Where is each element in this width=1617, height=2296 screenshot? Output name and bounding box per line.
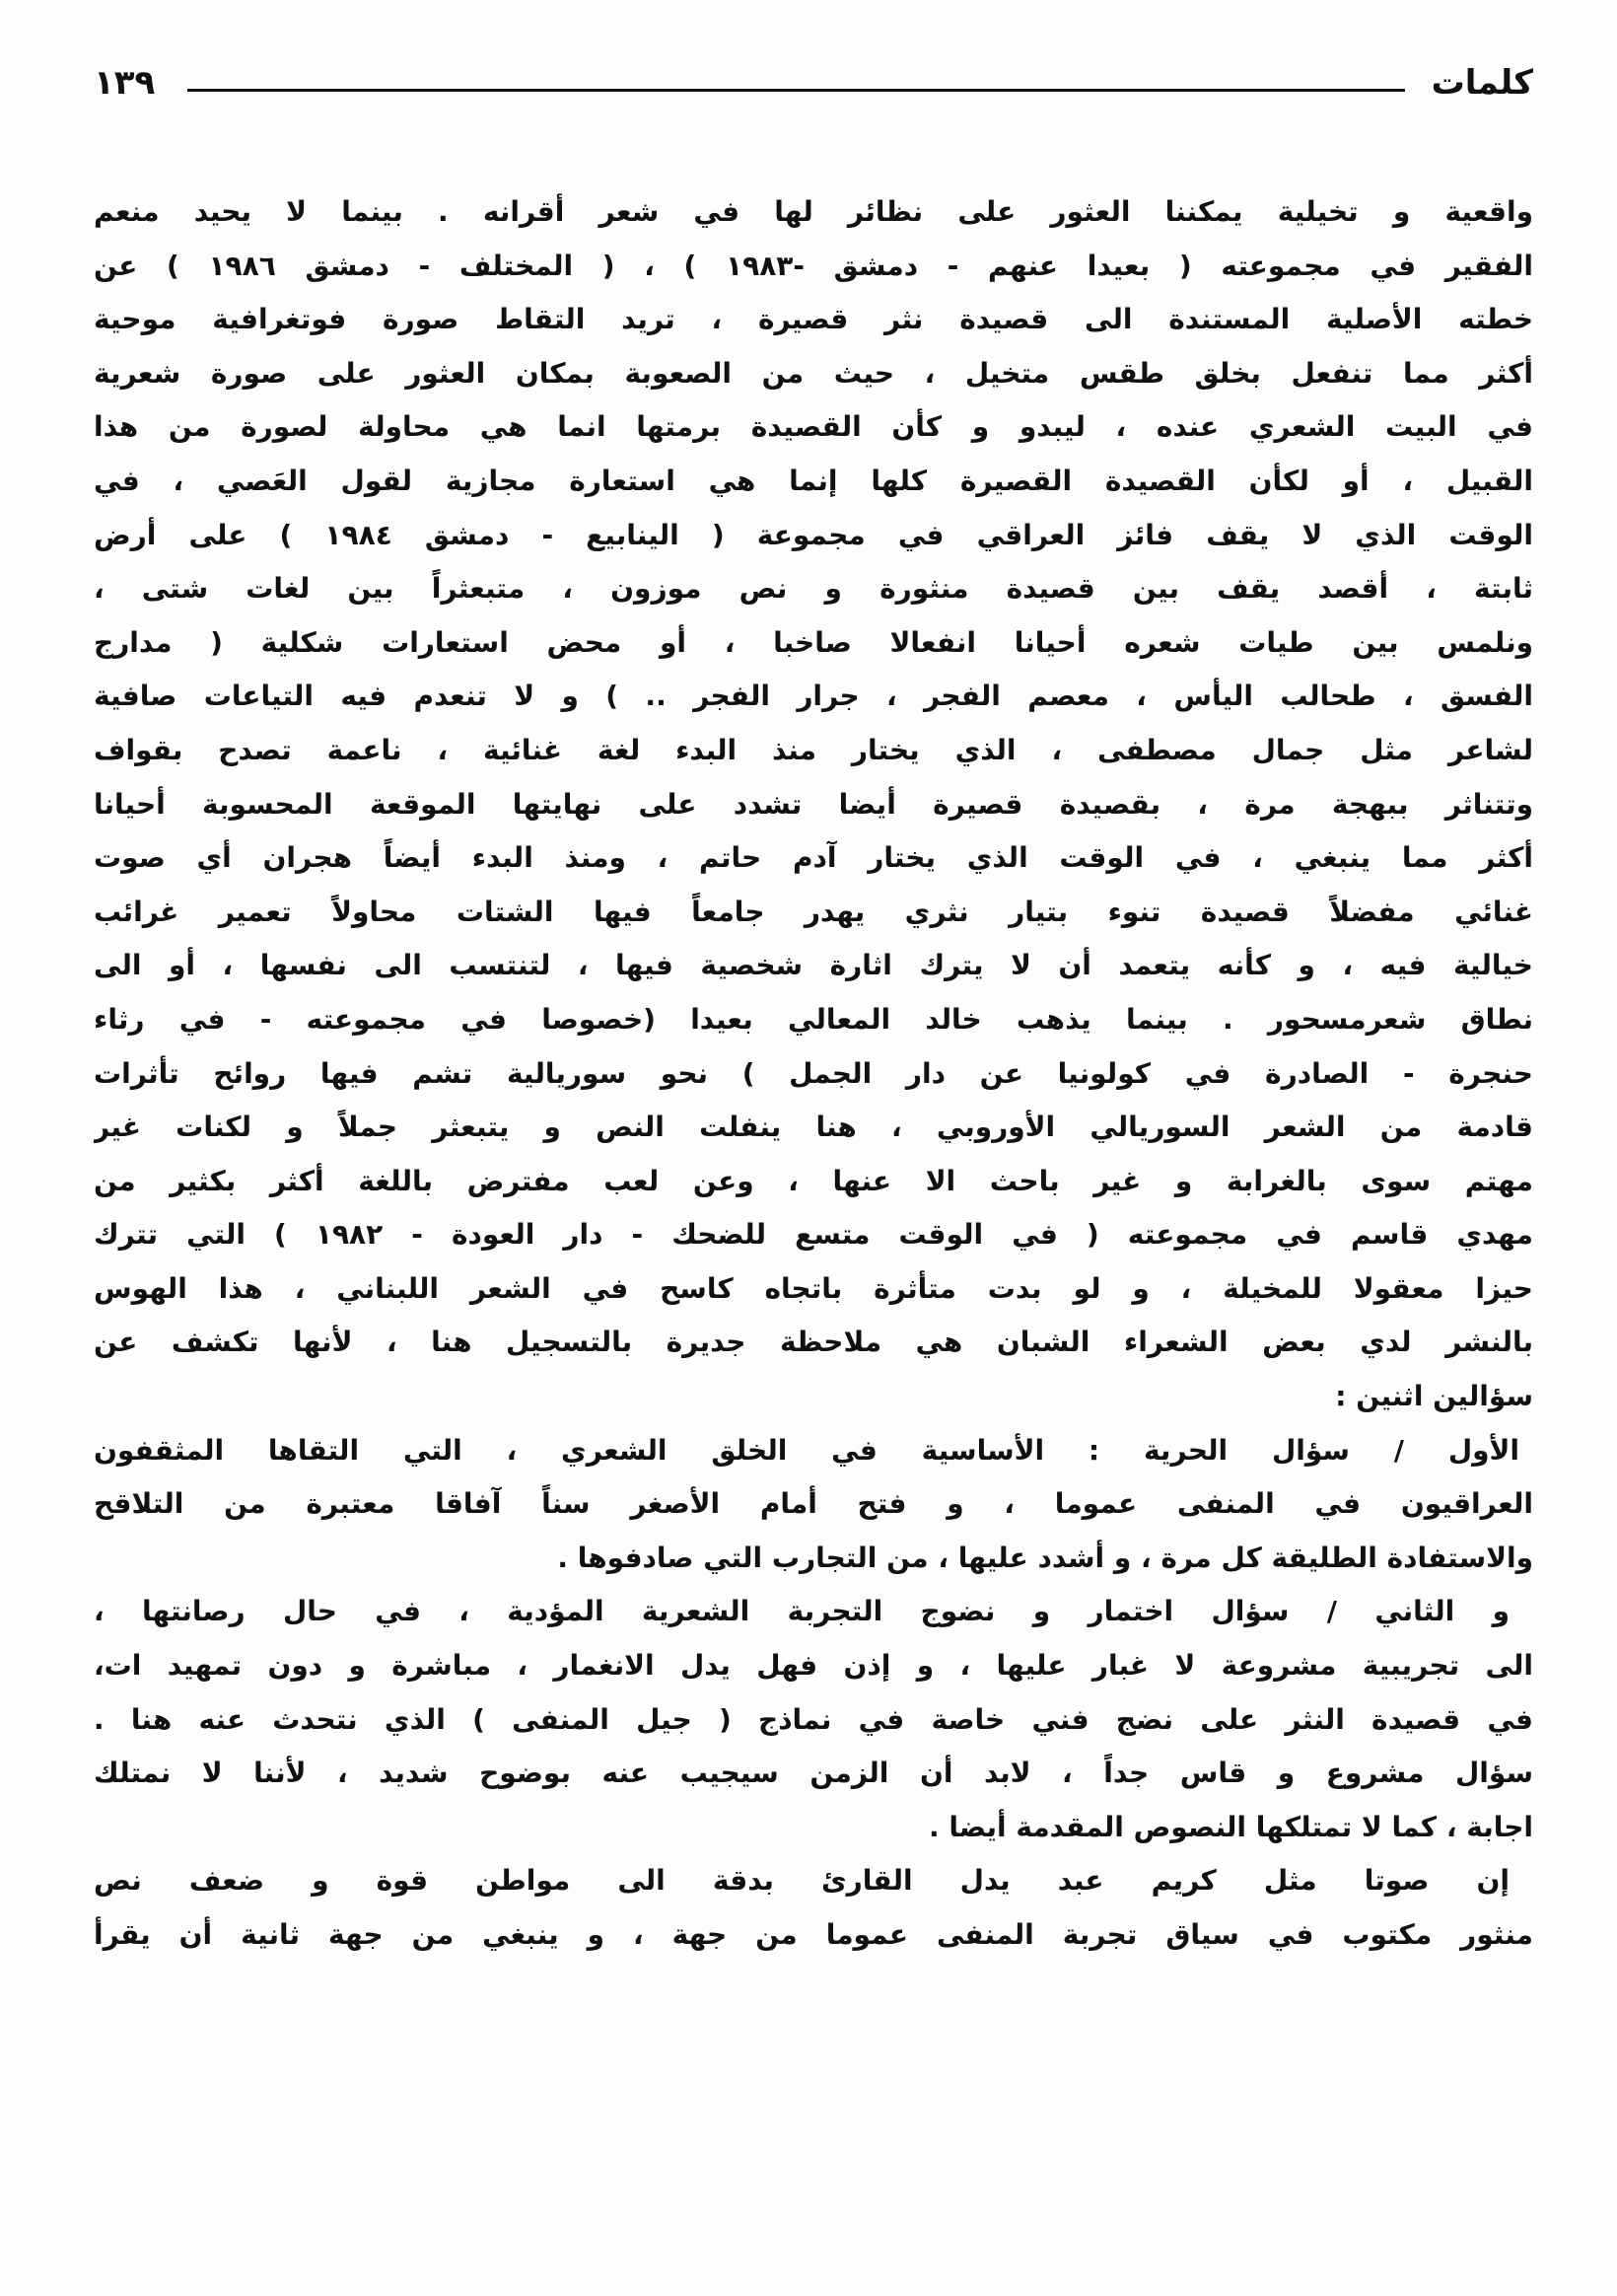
page-number: ١٣٩ bbox=[94, 63, 156, 103]
text-line: مهدي قاسم في مجموعته ( في الوقت متسع للضحك - دار العودة - ١٩٨٢ ) التي تترك bbox=[94, 1218, 1533, 1252]
text-line: حنجرة - الصادرة في كولونيا عن دار الجمل ) نحو سوريالية تشم فيها روائح تأثرات bbox=[94, 1056, 1533, 1090]
text-line: نطاق شعرمسحور . بينما يذهب خالد المعالي بعيدا (خصوصا في مجموعته - في رثاء bbox=[94, 1002, 1533, 1036]
text-line: خطته الأصلية المستندة الى قصيدة نثر قصيرة ، تريد التقاط صورة فوتغرافية موحية bbox=[94, 303, 1533, 336]
text-line: في البيت الشعري عنده ، ليبدو و كأن القصيدة برمتها انما هي محاولة لصورة من هذا bbox=[94, 410, 1533, 444]
text-line: في قصيدة النثر على نضج فني خاصة في نماذج ( جيل المنفى ) الذي نتحدث عنه هنا . bbox=[94, 1702, 1533, 1736]
text-line: القبيل ، أو لكأن القصيدة القصيرة كلها إنما هي استعارة مجازية لقول العَصي ، في bbox=[94, 464, 1533, 497]
text-line: الى تجريبية مشروعة لا غبار عليها ، و إذن فهل يدل الانغمار ، مباشرة و دون تمهيد ات، bbox=[94, 1649, 1533, 1683]
text-line: ثابتة ، أقصد يقف بين قصيدة منثورة و نص موزون ، متبعثراً بين لغات شتى ، bbox=[94, 572, 1533, 606]
text-line: الفقير في مجموعته ( بعيدا عنهم - دمشق -١٩٨٣ ) ، ( المختلف - دمشق ١٩٨٦ ) عن bbox=[94, 249, 1533, 282]
text-line: سؤالين اثنين : bbox=[1335, 1380, 1533, 1413]
header-rule bbox=[187, 89, 1405, 92]
text-line: واقعية و تخيلية يمكننا العثور على نظائر لها في شعر أقرانه . بينما لا يحيد منعم bbox=[94, 195, 1533, 228]
text-line: مهتم سوى بالغرابة و غير باحث الا عنها ، وعن لعب مفترض باللغة أكثر بكثير من bbox=[94, 1164, 1533, 1197]
text-line: الأول / سؤال الحرية : الأساسية في الخلق الشعري ، التي التقاها المثقفون bbox=[94, 1433, 1519, 1467]
text-line: الفسق ، طحالب اليأس ، معصم الفجر ، جرار الفجر .. ) و لا تنعدم فيه التياعات صافية bbox=[94, 680, 1533, 713]
text-line: و الثاني / سؤال اختمار و نضوج التجربة الشعرية المؤدية ، في حال رصانتها ، bbox=[94, 1595, 1510, 1628]
text-line: خيالية فيه ، و كأنه يتعمد أن لا يترك اثارة شخصية فيها ، لتنتسب الى نفسها ، أو الى bbox=[94, 949, 1533, 982]
text-line: وتتناثر ببهجة مرة ، بقصيدة قصيرة أيضا تشدد على نهايتها الموقعة المحسوبة أحيانا bbox=[94, 787, 1533, 821]
running-header bbox=[94, 59, 1533, 118]
text-line: سؤال مشروع و قاس جداً ، لابد أن الزمن سيجيب عنه بوضوح شديد ، لأننا لا نمتلك bbox=[94, 1757, 1533, 1790]
text-line: أكثر مما تنفعل بخلق طقس متخيل ، حيث من الصعوبة بمكان العثور على صورة شعرية bbox=[94, 356, 1533, 390]
text-line: بالنشر لدي بعض الشعراء الشبان هي ملاحظة جديرة بالتسجيل هنا ، لأنها تكشف عن bbox=[94, 1326, 1533, 1359]
text-line: لشاعر مثل جمال مصطفى ، الذي يختار منذ البدء لغة غنائية ، ناعمة تصدح بقواف bbox=[94, 733, 1533, 766]
header-title: كلمات bbox=[1431, 63, 1533, 103]
text-line: اجابة ، كما لا تمتلكها النصوص المقدمة أيضا . bbox=[929, 1810, 1533, 1843]
text-line: منثور مكتوب في سياق تجربة المنفى عموما من جهة ، و ينبغي من جهة ثانية أن يقرأ bbox=[94, 1918, 1533, 1951]
text-line: ونلمس بين طيات شعره أحيانا انفعالا صاخبا ، أو محض استعارات شكلية ( مدارج bbox=[94, 625, 1533, 659]
text-line: قادمة من الشعر السوريالي الأوروبي ، هنا ينفلت النص و يتبعثر جملاً و لكنات غير bbox=[94, 1111, 1533, 1144]
body-text bbox=[94, 185, 1533, 1963]
text-line: الوقت الذي لا يقف فائز العراقي في مجموعة ( الينابيع - دمشق ١٩٨٤ ) على أرض bbox=[94, 518, 1533, 551]
text-line: إن صوتا مثل كريم عبد يدل القارئ بدقة الى مواطن قوة و ضعف نص bbox=[94, 1864, 1510, 1898]
text-line: والاستفادة الطليقة كل مرة ، و أشدد عليها ، من التجارب التي صادفوها . bbox=[557, 1541, 1533, 1574]
text-line: حيزا معقولا للمخيلة ، و لو بدت متأثرة باتجاه كاسح في الشعر اللبناني ، هذا الهوس bbox=[94, 1271, 1533, 1305]
text-line: غنائي مفضلاً قصيدة تنوء بتيار نثري يهدر جامعاً فيها الشتات محاولاً تعمير غرائب bbox=[94, 895, 1533, 928]
text-line: أكثر مما ينبغي ، في الوقت الذي يختار آدم حاتم ، ومنذ البدء أيضاً هجران أي صوت bbox=[94, 841, 1533, 875]
text-line: العراقيون في المنفى عموما ، و فتح أمام الأصغر سناً آفاقا معتبرة من التلاقح bbox=[94, 1487, 1533, 1521]
